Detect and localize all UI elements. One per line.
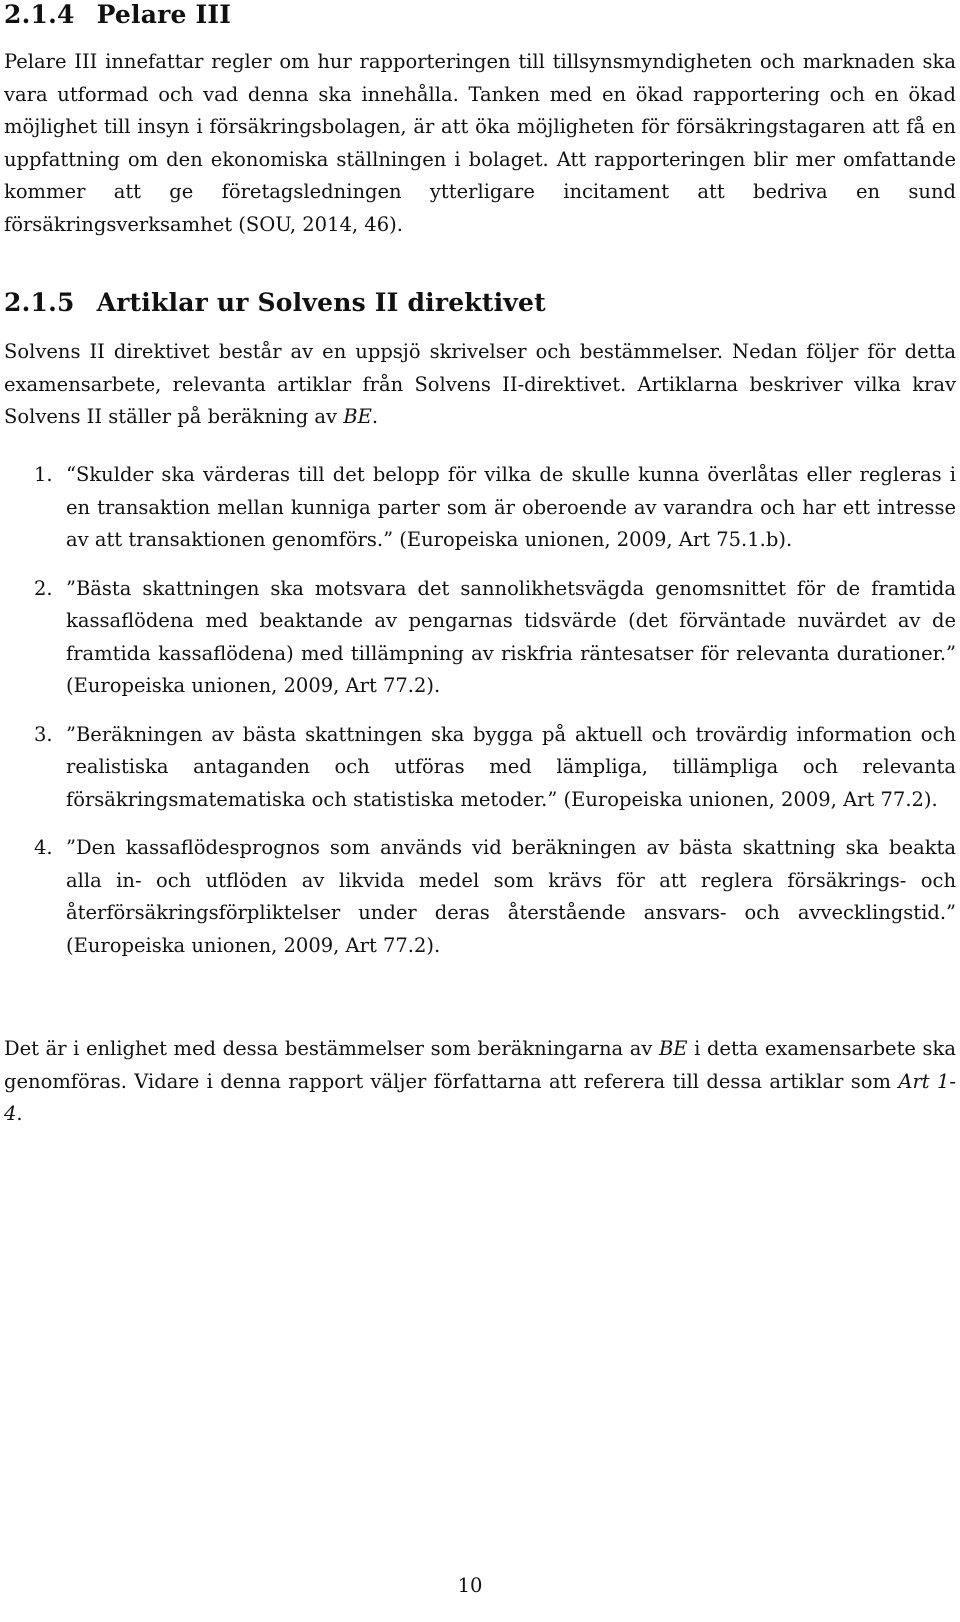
closing-text-middle: i detta examensarbete ska genomföras. Vidare i denna rapport väljer författarna att referera till dessa artiklar som — [4, 1037, 956, 1093]
intro-text-end: . — [371, 405, 379, 428]
article-marker: 1. — [34, 463, 53, 486]
article-marker: 3. — [34, 722, 53, 746]
article-marker: 2. — [34, 576, 53, 600]
section-title: Pelare III — [96, 0, 232, 29]
article-marker: 4. — [34, 836, 53, 859]
section-heading-pelare-iii — [4, 0, 231, 30]
be-symbol: BE — [343, 405, 372, 428]
article-reference: Art 1-4 — [4, 1069, 956, 1125]
closing-paragraph — [4, 1033, 956, 1131]
article-item — [4, 459, 956, 557]
article-text: “Skulder ska värderas till det belopp för vilka de skulle kunna överlåtas eller regleras i en transaktion mellan kunniga parter som är oberoende av varandra och har ett intresse av att transaktionen genomförs.” (Europeiska unionen, 2009, Art 75.1.b). — [66, 463, 956, 551]
page-number: 10 — [457, 1574, 483, 1597]
closing-text-end: . — [16, 1102, 23, 1125]
pelare-iii-paragraph: Pelare III innefattar regler om hur rapporteringen till tillsynsmyndigheten och marknaden ska vara utformad och vad denna ska innehålla. Tanken med en ökad rapportering och en ökad möjlighet till insyn i försäkringsbolagen, är att öka möjligheten för försäkringstagaren att få en uppfattning om den ekonomiska ställningen i bolaget. Att rapporteringen blir mer omfattande kommer att ge företagsledningen ytterligare incitament att bedriva en sund försäkringsverksamhet (SOU, 2014, 46). — [4, 50, 956, 236]
section-title: Artiklar ur Solvens II direktivet — [96, 288, 546, 317]
article-text: ”Bästa skattningen ska motsvara det sannolikhetsvägda genomsnittet för de framtida kassaflödena med beaktande av pengarnas tidsvärde (det förväntade nuvärdet av de framtida kassaflödena) med tillämpning av riskfria räntesatser för relevanta durationer.” (Europeiska unionen, 2009, Art 77.2). — [66, 576, 956, 697]
article-list — [4, 459, 956, 978]
closing-text: Det är i enlighet med dessa bestämmelser som beräkningarna av — [4, 1037, 659, 1060]
be-symbol: BE — [658, 1037, 688, 1060]
article-item — [4, 719, 956, 817]
artiklar-intro-paragraph — [4, 336, 956, 434]
article-item — [4, 573, 956, 703]
section-number: 2.1.4 — [4, 0, 75, 29]
intro-text: Solvens II direktivet består av en uppsjö skrivelser och bestämmelser. Nedan följer för detta examensarbete, relevanta artiklar från Solvens II-direktivet. Artiklarna beskriver vilka krav Solvens II ställer på beräkning av — [4, 340, 956, 428]
section-number: 2.1.5 — [4, 288, 75, 317]
section-heading-artiklar — [4, 288, 546, 318]
article-text: ”Beräkningen av bästa skattningen ska bygga på aktuell och trovärdig information och realistiska antaganden och utföras med lämpliga, tillämpliga och relevanta försäkringsmatematiska och statistiska metoder.” (Europeiska unionen, 2009, Art 77.2). — [66, 722, 956, 811]
article-item — [4, 832, 956, 962]
article-text: ”Den kassaflödesprognos som används vid beräkningen av bästa skattning ska beakta alla in- och utflöden av likvida medel som krävs för att reglera försäkrings- och återförsäkringsförpliktelser under deras återstående ansvars- och avvecklingstid.” (Europeiska unionen, 2009, Art 77.2). — [66, 836, 956, 957]
